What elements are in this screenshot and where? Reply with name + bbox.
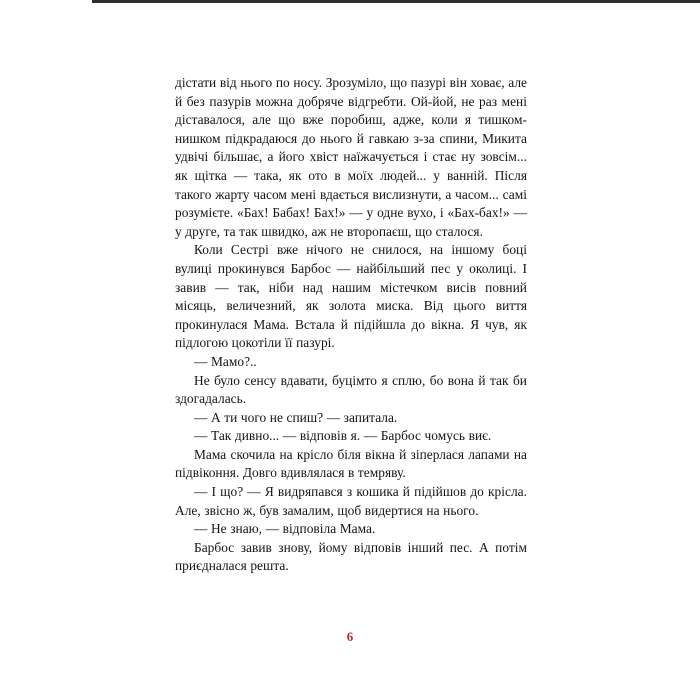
paragraph: Мама скочила на крісло біля вікна й зіперлася лапами на підвіконня. Довго вдивлялася в темряву. bbox=[175, 446, 527, 481]
paragraph-dialogue: — І що? — Я видряпався з кошика й підійшов до крісла. Але, звісно ж, був замалим, щоб видертися на нього. bbox=[175, 484, 527, 518]
page-scan-edge-artifact bbox=[92, 0, 700, 3]
paragraph: дістати від нього по носу. Зрозуміло, що пазурі він ховає, але й без пазурів можна добряче відгребти. Ой-йой, не раз мені діставалося, але що вже поробиш, адже, коли я тишком-нишком підкрадаюся до нього й гавкаю з-за спини, Микита удвічі більшає, а його хвіст наїжачується і стає ну зовсім... як щітка — така, як ото в моїх людей... у ванній. Після такого жарту часом мені вдається вислизнути, а часом... самі розумієте. «Бах! Бабах! Бах!» — у одне вухо, і «Бах-бах!» — у друге, та так швидко, аж не второпаєш, що сталося. bbox=[175, 75, 527, 239]
paragraph: Барбос завив знову, йому відповів інший пес. А потім приєдналася решта. bbox=[175, 539, 527, 574]
paragraph: Коли Сестрі вже нічого не снилося, на іншому боці вулиці прокинувся Барбос — найбільший пес у околиці. І завив — так, ніби над нашим містечком висів повний місяць, величезний, як золота миска. Від цього виття прокинулася Мама. Встала й підійшла до вікна. Я чув, як підлогою цокотіли її пазурі. bbox=[175, 242, 527, 351]
page-number: 6 bbox=[346, 629, 354, 644]
paragraph-dialogue: — А ти чого не спиш? — запитала. bbox=[194, 409, 398, 425]
paragraph-dialogue: — Не знаю, — відповіла Мама. bbox=[194, 521, 376, 537]
page-body-text bbox=[175, 74, 527, 576]
paragraph-dialogue: — Мамо?.. bbox=[194, 353, 257, 369]
paragraph: Не було сенсу вдавати, буцімто я сплю, бо вона й так би здогадалась. bbox=[175, 372, 527, 407]
paragraph-dialogue: — Так дивно... — відповів я. — Барбос чомусь виє. bbox=[194, 428, 492, 444]
